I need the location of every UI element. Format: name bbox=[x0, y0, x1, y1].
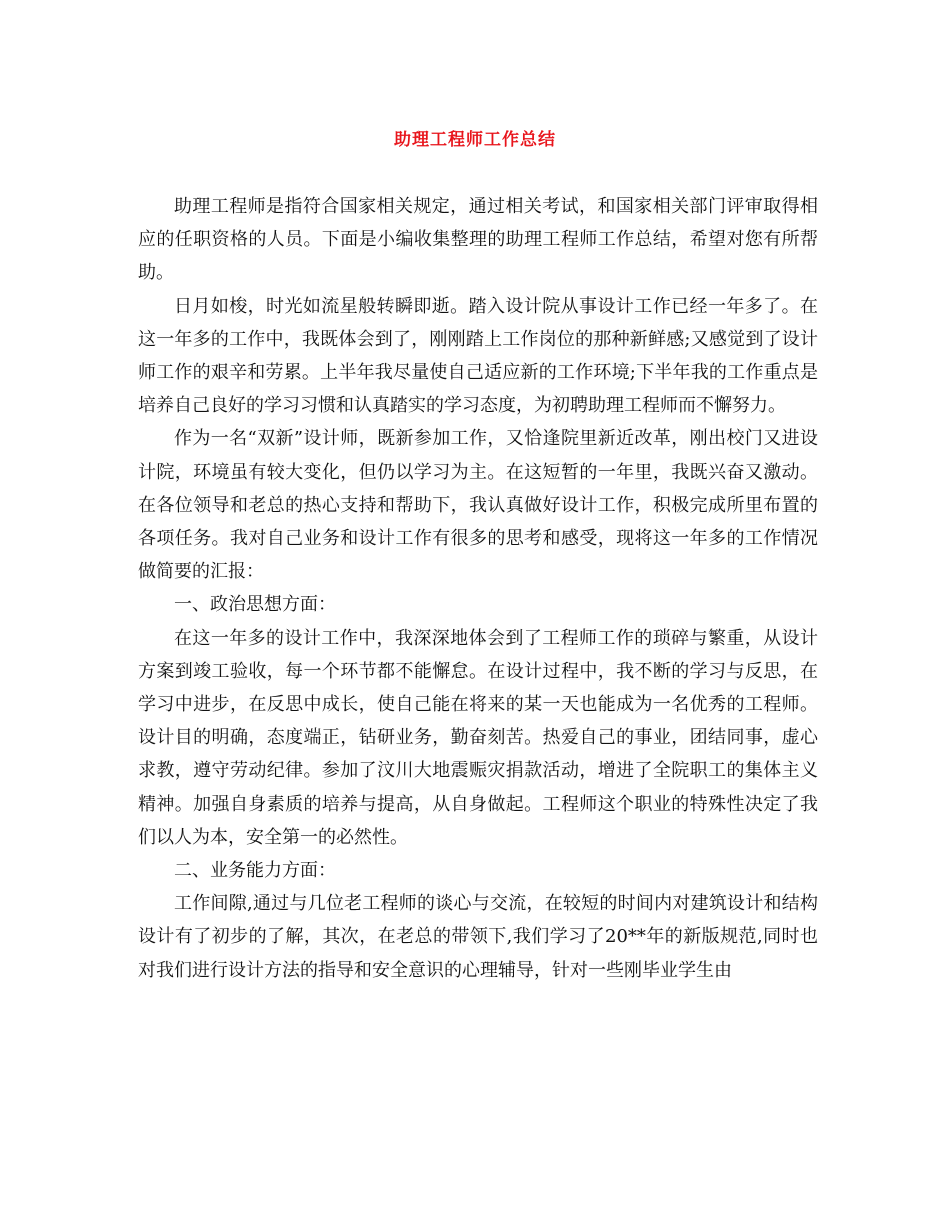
paragraph-business: 工作间隙,通过与几位老工程师的谈心与交流，在较短的时间内对建筑设计和结构设计有了初步的了解，其次，在老总的带领下,我们学习了20**年的新版规范,同时也对我们进行设计方法的指导和安全意识的心理辅导，针对一些刚毕业学生由 bbox=[138, 893, 818, 981]
document-title: 助理工程师工作总结 bbox=[394, 130, 556, 150]
section-heading-business: 二、业务能力方面： bbox=[174, 860, 336, 882]
paragraph-political: 在这一年多的设计工作中，我深深地体会到了工程师工作的琐碎与繁重，从设计方案到竣工验收，每一个环节都不能懈怠。在设计过程中，我不断的学习与反思，在学习中进步，在反思中成长，使自己能在将来的某一天也能成为一名优秀的工程师。设计目的明确，态度端正，钻研业务，勤奋刻苦。热爱自己的事业，团结同事，虚心求教，遵守劳动纪律。参加了汶川大地震赈灾捐款活动，增进了全院职工的集体主义精神。加强自身素质的培养与提高，从自身做起。工程师这个职业的特殊性决定了我们以人为本，安全第一的必然性。 bbox=[138, 627, 818, 848]
document-body bbox=[138, 190, 818, 987]
paragraph-time-passing: 日月如梭，时光如流星般转瞬即逝。踏入设计院从事设计工作已经一年多了。在这一年多的工作中，我既体会到了，刚刚踏上工作岗位的那种新鲜感;又感觉到了设计师工作的艰辛和劳累。上半年我尽量使自己适应新的工作环境;下半年我的工作重点是培养自己良好的学习习惯和认真踏实的学习态度，为初聘助理工程师而不懈努力。 bbox=[138, 295, 818, 417]
paragraph-intro: 助理工程师是指符合国家相关规定，通过相关考试，和国家相关部门评审取得相应的任职资格的人员。下面是小编收集整理的助理工程师工作总结，希望对您有所帮助。 bbox=[138, 196, 818, 284]
paragraph-double-new: 作为一名“双新”设计师，既新参加工作，又恰逢院里新近改革，刚出校门又进设计院，环境虽有较大变化，但仍以学习为主。在这短暂的一年里，我既兴奋又激动。在各位领导和老总的热心支持和帮助下，我认真做好设计工作，积极完成所里布置的各项任务。我对自己业务和设计工作有很多的思考和感受，现将这一年多的工作情况做简要的汇报： bbox=[138, 428, 818, 583]
section-heading-political: 一、政治思想方面： bbox=[174, 594, 336, 616]
